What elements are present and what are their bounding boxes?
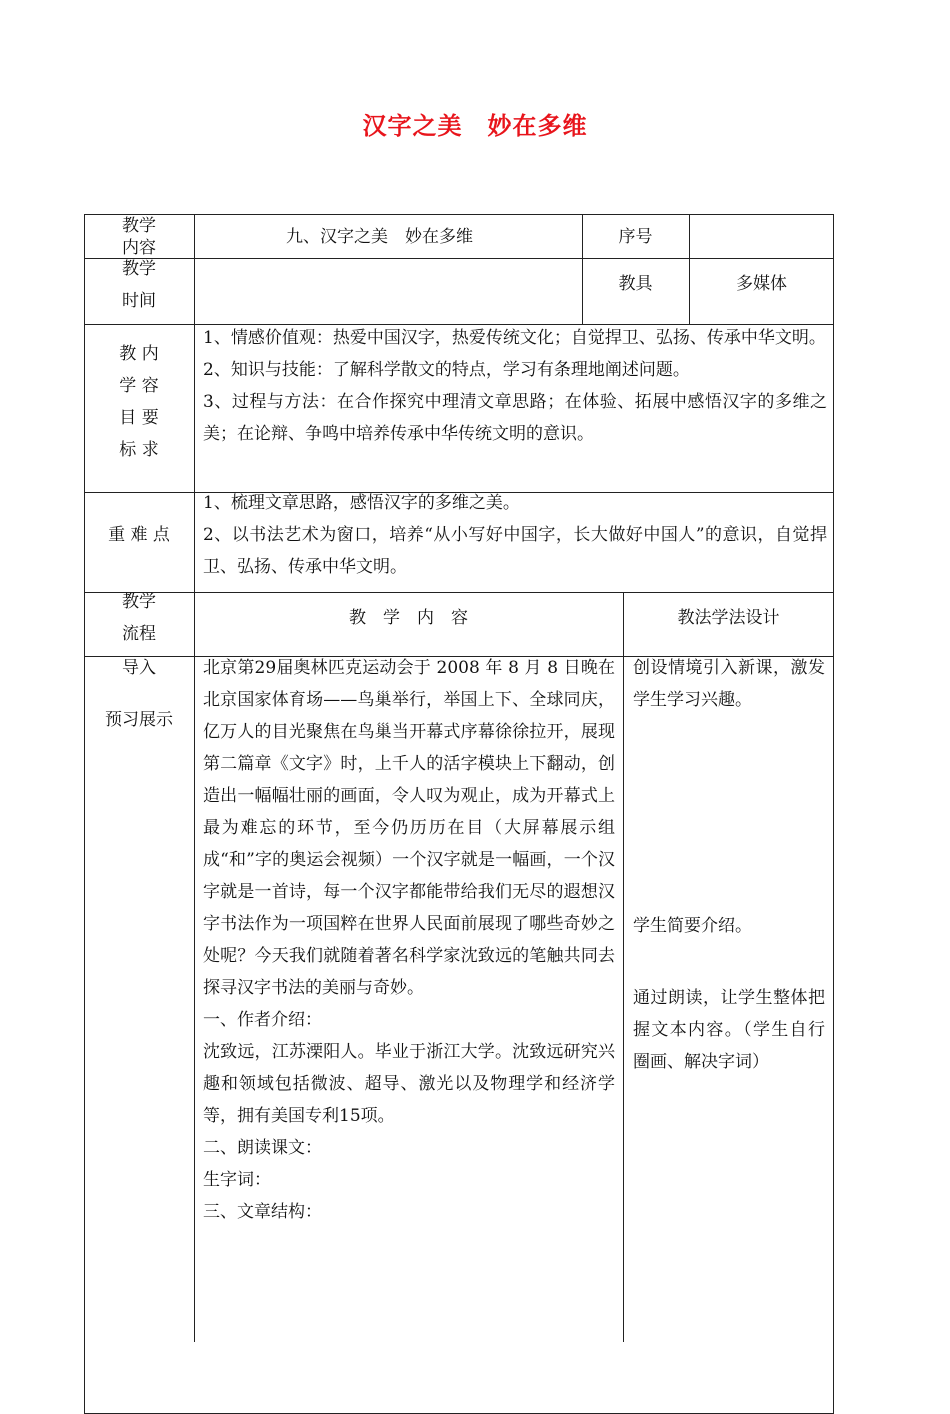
stage-intro: 导入 — [122, 658, 156, 678]
label-teaching-content: 教学 内容 — [122, 216, 156, 258]
author-paragraph: 沈致远，江苏溧阳人。毕业于浙江大学。沈致远研究兴趣和领域包括微波、超导、激光以及物理学和经济学等，拥有美国专利15项。 — [203, 1042, 615, 1126]
label-key-points: 重 难 点 — [108, 525, 170, 545]
label-teaching-tools: 教具 — [618, 274, 653, 294]
label-teaching-time: 教学 时间 — [122, 259, 156, 311]
header-teaching-method: 教法学法设计 — [677, 608, 780, 628]
goal-item: 3、过程与方法：在合作探究中理清文章思路；在体验、拓展中感悟汉字的多维之美；在论辩、争鸣中培养传承中华传统文明的意识。 — [203, 392, 827, 444]
goal-item: 2、知识与技能：了解科学散文的特点，学习有条理地阐述问题。 — [203, 360, 690, 380]
key-point-item: 1、梳理文章思路，感悟汉字的多维之美。 — [203, 493, 520, 513]
goal-item: 1、情感价值观：热爱中国汉字，热爱传统文化；自觉捍卫、弘扬、传承中华文明。 — [203, 328, 826, 348]
section-heading: 一、作者介绍： — [203, 1010, 322, 1030]
row-divider — [84, 258, 834, 259]
key-point-item: 2、以书法艺术为窗口，培养“从小写好中国字，长大做好中国人”的意识，自觉捍卫、弘扬、传承中华文明。 — [203, 525, 827, 577]
col-divider — [194, 214, 195, 1342]
intro-paragraph: 北京第29届奥林匹克运动会于 2008 年 8 月 8 日晚在北京国家体育场——鸟巢举行，举国上下、全球同庆，亿万人的目光聚焦在鸟巢当开幕式序幕徐徐拉开，展现第二篇章《文字》时，上千人的活字模块上下翻动，创造出一幅幅壮丽的画面，令人叹为观止，成为开幕式上最为难忘的环节，至今仍历历在目（大屏幕展示组成“和”字的奥运会视频）一个汉字就是一幅画，一个汉字就是一首诗，每一个汉字都能带给我们无尽的遐想汉字书法作为一项国粹在世界人民面前展现了哪些奇妙之处呢？今天我们就随着著名科学家沈致远的笔触共同去探寻汉字书法的美丽与奇妙。 — [203, 658, 615, 998]
label-sequence: 序号 — [618, 227, 653, 247]
vocab-heading: 生字词： — [203, 1170, 271, 1190]
label-teaching-goals: 教 内 学 容 目 要 标 求 — [119, 344, 159, 460]
key-points-list — [203, 487, 827, 583]
label-teaching-flow: 教学 流程 — [122, 592, 156, 644]
teaching-tools-value: 多媒体 — [736, 274, 787, 294]
method-note-3: 通过朗读，让学生整体把握文本内容。（学生自行圈画、解决字词） — [633, 988, 825, 1072]
section-heading: 二、朗读课文： — [203, 1138, 322, 1158]
teaching-content-value: 九、汉字之美 妙在多维 — [286, 227, 473, 247]
row-divider — [84, 592, 834, 593]
section-heading: 三、文章结构： — [203, 1202, 322, 1222]
page-title: 汉字之美 妙在多维 — [362, 112, 588, 140]
teaching-goals-list — [203, 322, 827, 450]
method-note-1: 创设情境引入新课，激发学生学习兴趣。 — [633, 658, 825, 710]
method-note-2: 学生简要介绍。 — [633, 916, 752, 936]
stage-preview: 预习展示 — [105, 710, 173, 730]
flow-content — [203, 652, 615, 1228]
header-teaching-content: 教 学 内 容 — [349, 608, 468, 628]
col-divider — [623, 592, 624, 1342]
